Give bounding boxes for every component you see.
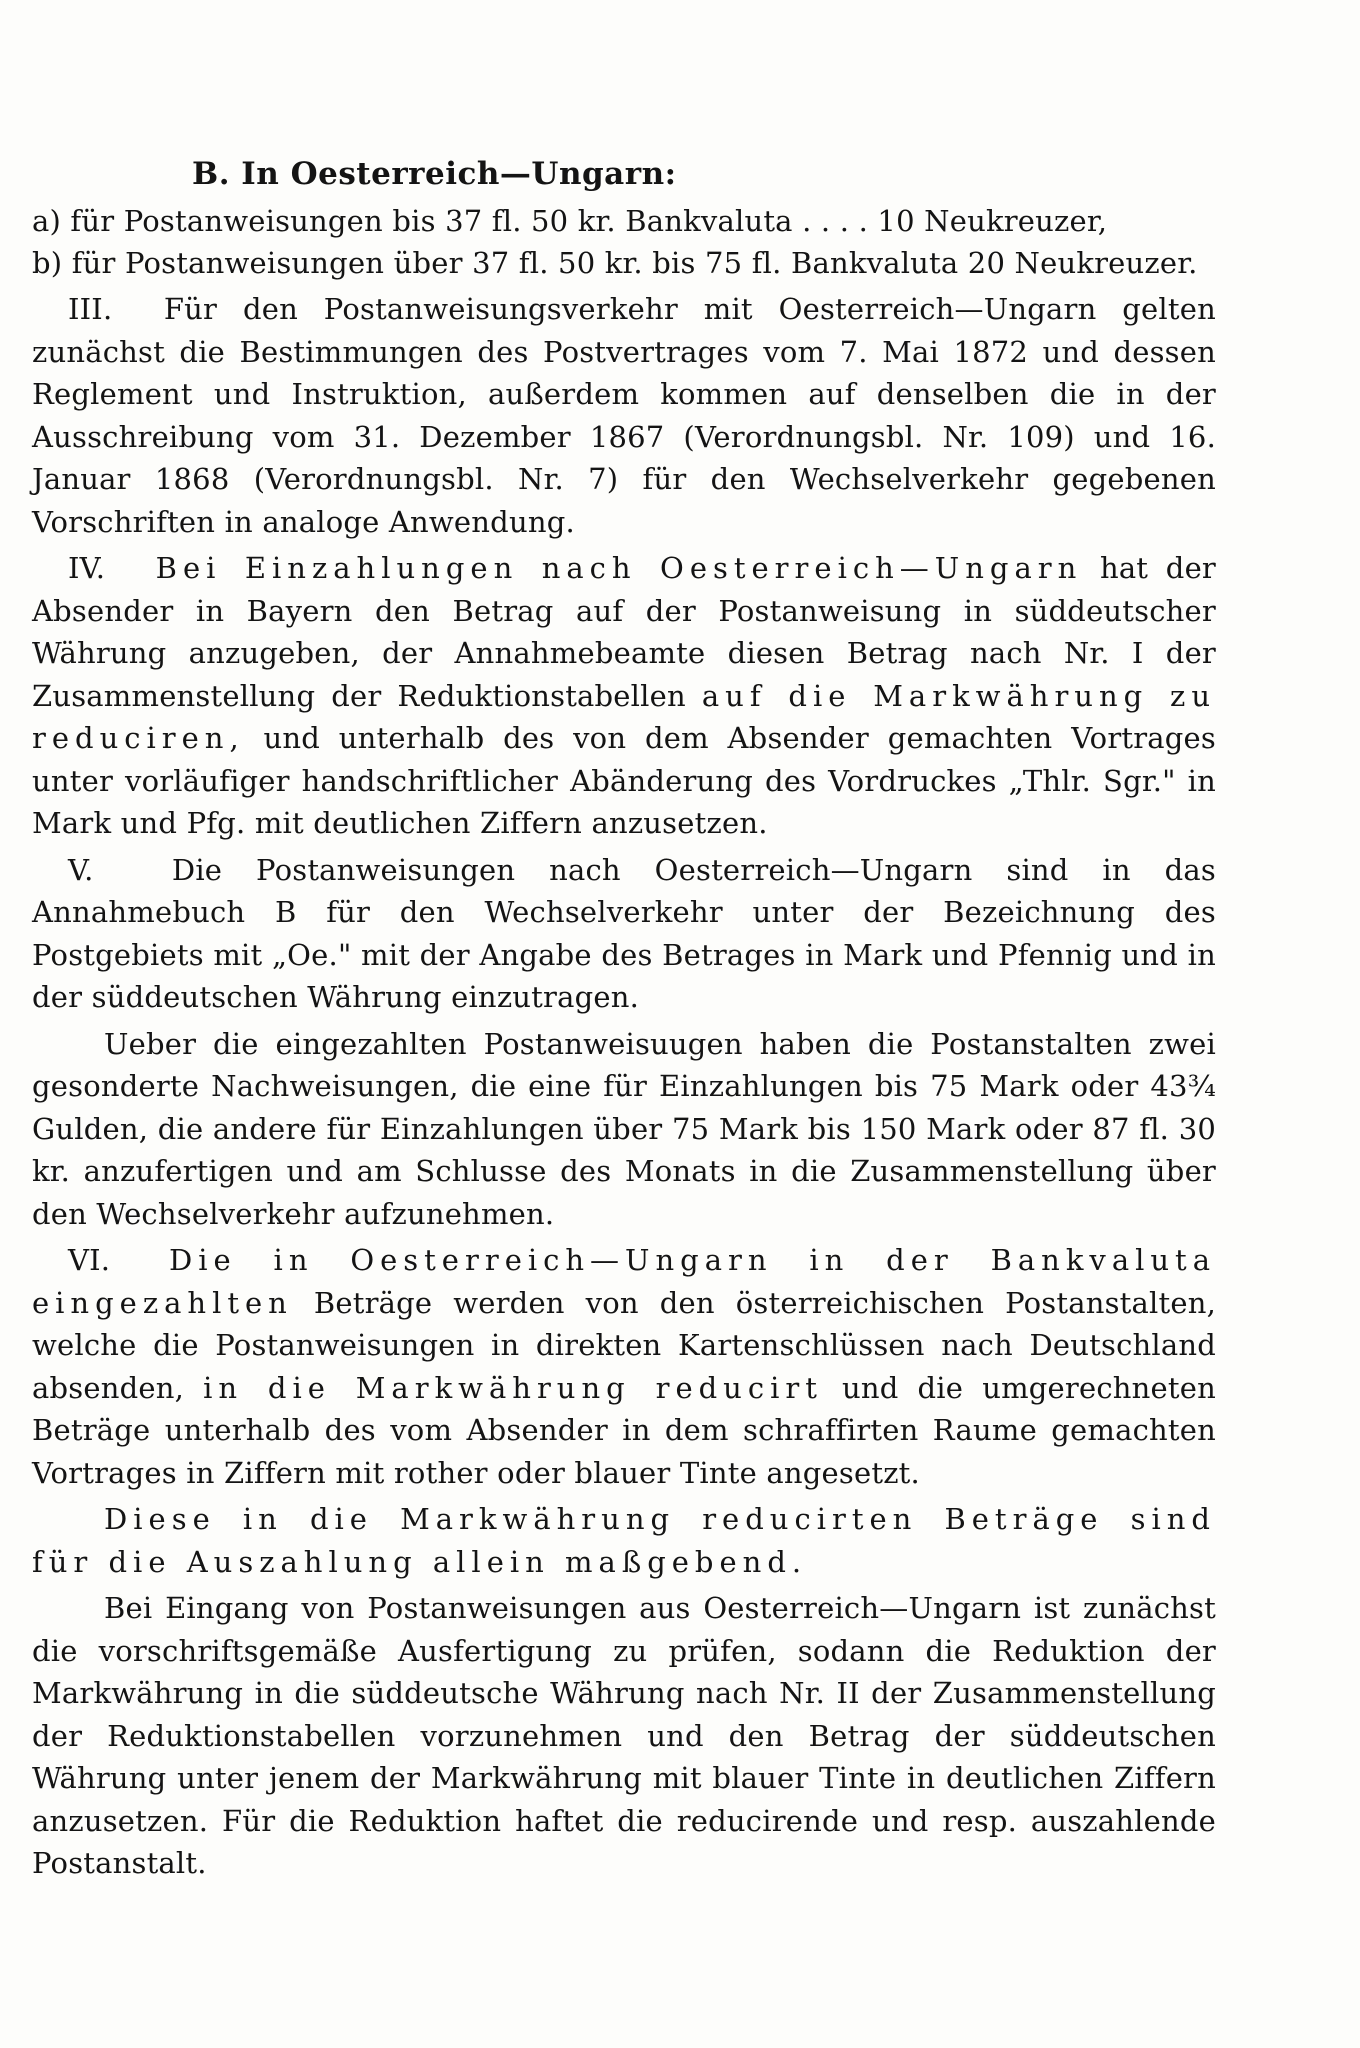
section-v-paragraph — [32, 849, 1216, 1019]
section-vi-paragraph-2: Diese in die Markwährung reducirten Beträge sind für die Auszahlung allein maßgebend. — [32, 1502, 1216, 1579]
section-iv-text-4: und unterhalb des von dem Absender gemachten Vortrages unter vorläufiger handschriftlicher Abänderung des Vordruckes „Thlr. Sgr." in Mark und Pfg. mit deutlichen Ziffern anzusetzen. — [32, 721, 1217, 840]
section-vi-numeral: VI. — [68, 1243, 111, 1277]
section-vi-text-2: Beträge werden von den österreichischen Postanstalten, welche die Postanweisungen in direkten Kartenschlüssen nach Deutschland absenden, — [32, 1285, 1216, 1405]
section-b-item-a: a) für Postanweisungen bis 37 fl. 50 kr. Bankvaluta . . . . 10 Neukreuzer, — [32, 204, 1108, 238]
section-iv-emphasis-1: Bei Einzahlungen nach Oesterreich—Ungarn — [155, 551, 1083, 585]
section-iii-numeral: III. — [68, 292, 113, 326]
section-iii-text: Für den Postanweisungsverkehr mit Oesterreich—Ungarn gelten zunächst die Bestimmungen des Postvertrages vom 7. Mai 1872 und dessen Reglement und Instruktion, außerdem kommen auf denselben die in der Ausschreibung vom 31. Dezember 1867 (Verordnungsbl. Nr. 109) und 16. Januar 1868 (Verordnungsbl. Nr. 7) für den Wechselverkehr gegebenen Vorschriften in analoge Anwendung. — [32, 292, 1216, 539]
section-iv-numeral: IV. — [68, 551, 106, 585]
section-iii-paragraph — [32, 288, 1216, 543]
section-vi-emphasis-1: Die in Oesterreich—Ungarn in der Bankvaluta eingezahlten — [32, 1243, 1216, 1320]
section-v-numeral: V. — [68, 852, 94, 887]
section-vi-paragraph — [32, 1239, 1216, 1494]
section-b-heading: B. In Oesterreich—Ungarn: — [192, 156, 677, 192]
section-vi-paragraph-3: Bei Eingang von Postanweisungen aus Oesterreich—Ungarn ist zunächst die vorschriftsgemäße Ausfertigung zu prüfen, sodann die Reduktion der Markwährung in die süddeutsche Währung nach Nr. II der Zusammenstellung der Reduktionstabellen vorzunehmen und den Betrag der süddeutschen Währung unter jenem der Markwährung mit blauer Tinte in deutlichen Ziffern anzusetzen. Für die Reduktion haftet die reducirende und resp. auszahlende Postanstalt. — [32, 1591, 1216, 1880]
section-v-paragraph-2: Ueber die eingezahlten Postanweisuugen haben die Postanstalten zwei gesonderte Nachweisungen, die eine für Einzahlungen bis 75 Mark oder 43¾ Gulden, die andere für Einzahlungen über 75 Mark bis 150 Mark oder 87 fl. 30 kr. anzufertigen und am Schlusse des Monats in die Zusammenstellung über den Wechselverkehr aufzunehmen. — [32, 1026, 1216, 1231]
section-vi-text-4: und die umgerechneten Beträge unterhalb des vom Absender in dem schraffirten Raume gemachten Vortrages in Ziffern mit rother oder blauer Tinte angesetzt. — [32, 1370, 1216, 1490]
section-iv-text-2: hat der Absender in Bayern den Betrag auf der Postanweisung in süddeutscher Währung anzugeben, der Annahmebeamte diesen Betrag nach Nr. I der Zusammenstellung der Reduktionstabellen — [32, 551, 1216, 713]
section-vi-emphasis-2: in die Markwährung reducirt — [203, 1370, 823, 1405]
section-iv-emphasis-2: auf die Markwährung zu reduciren, — [32, 678, 1216, 755]
section-iv-paragraph — [32, 547, 1216, 845]
section-v-text: Die Postanweisungen nach Oesterreich—Ungarn sind in das Annahmebuch B für den Wechselverkehr unter der Bezeichnung des Postgebiets mit „Oe." mit der Angabe des Betrages in Mark und Pfennig und in der süddeutschen Währung einzutragen. — [32, 852, 1216, 1014]
section-b-item-b: b) für Postanweisungen über 37 fl. 50 kr. bis 75 fl. Bankvaluta 20 Neukreuzer. — [32, 246, 1198, 280]
page-body — [32, 152, 1216, 1889]
